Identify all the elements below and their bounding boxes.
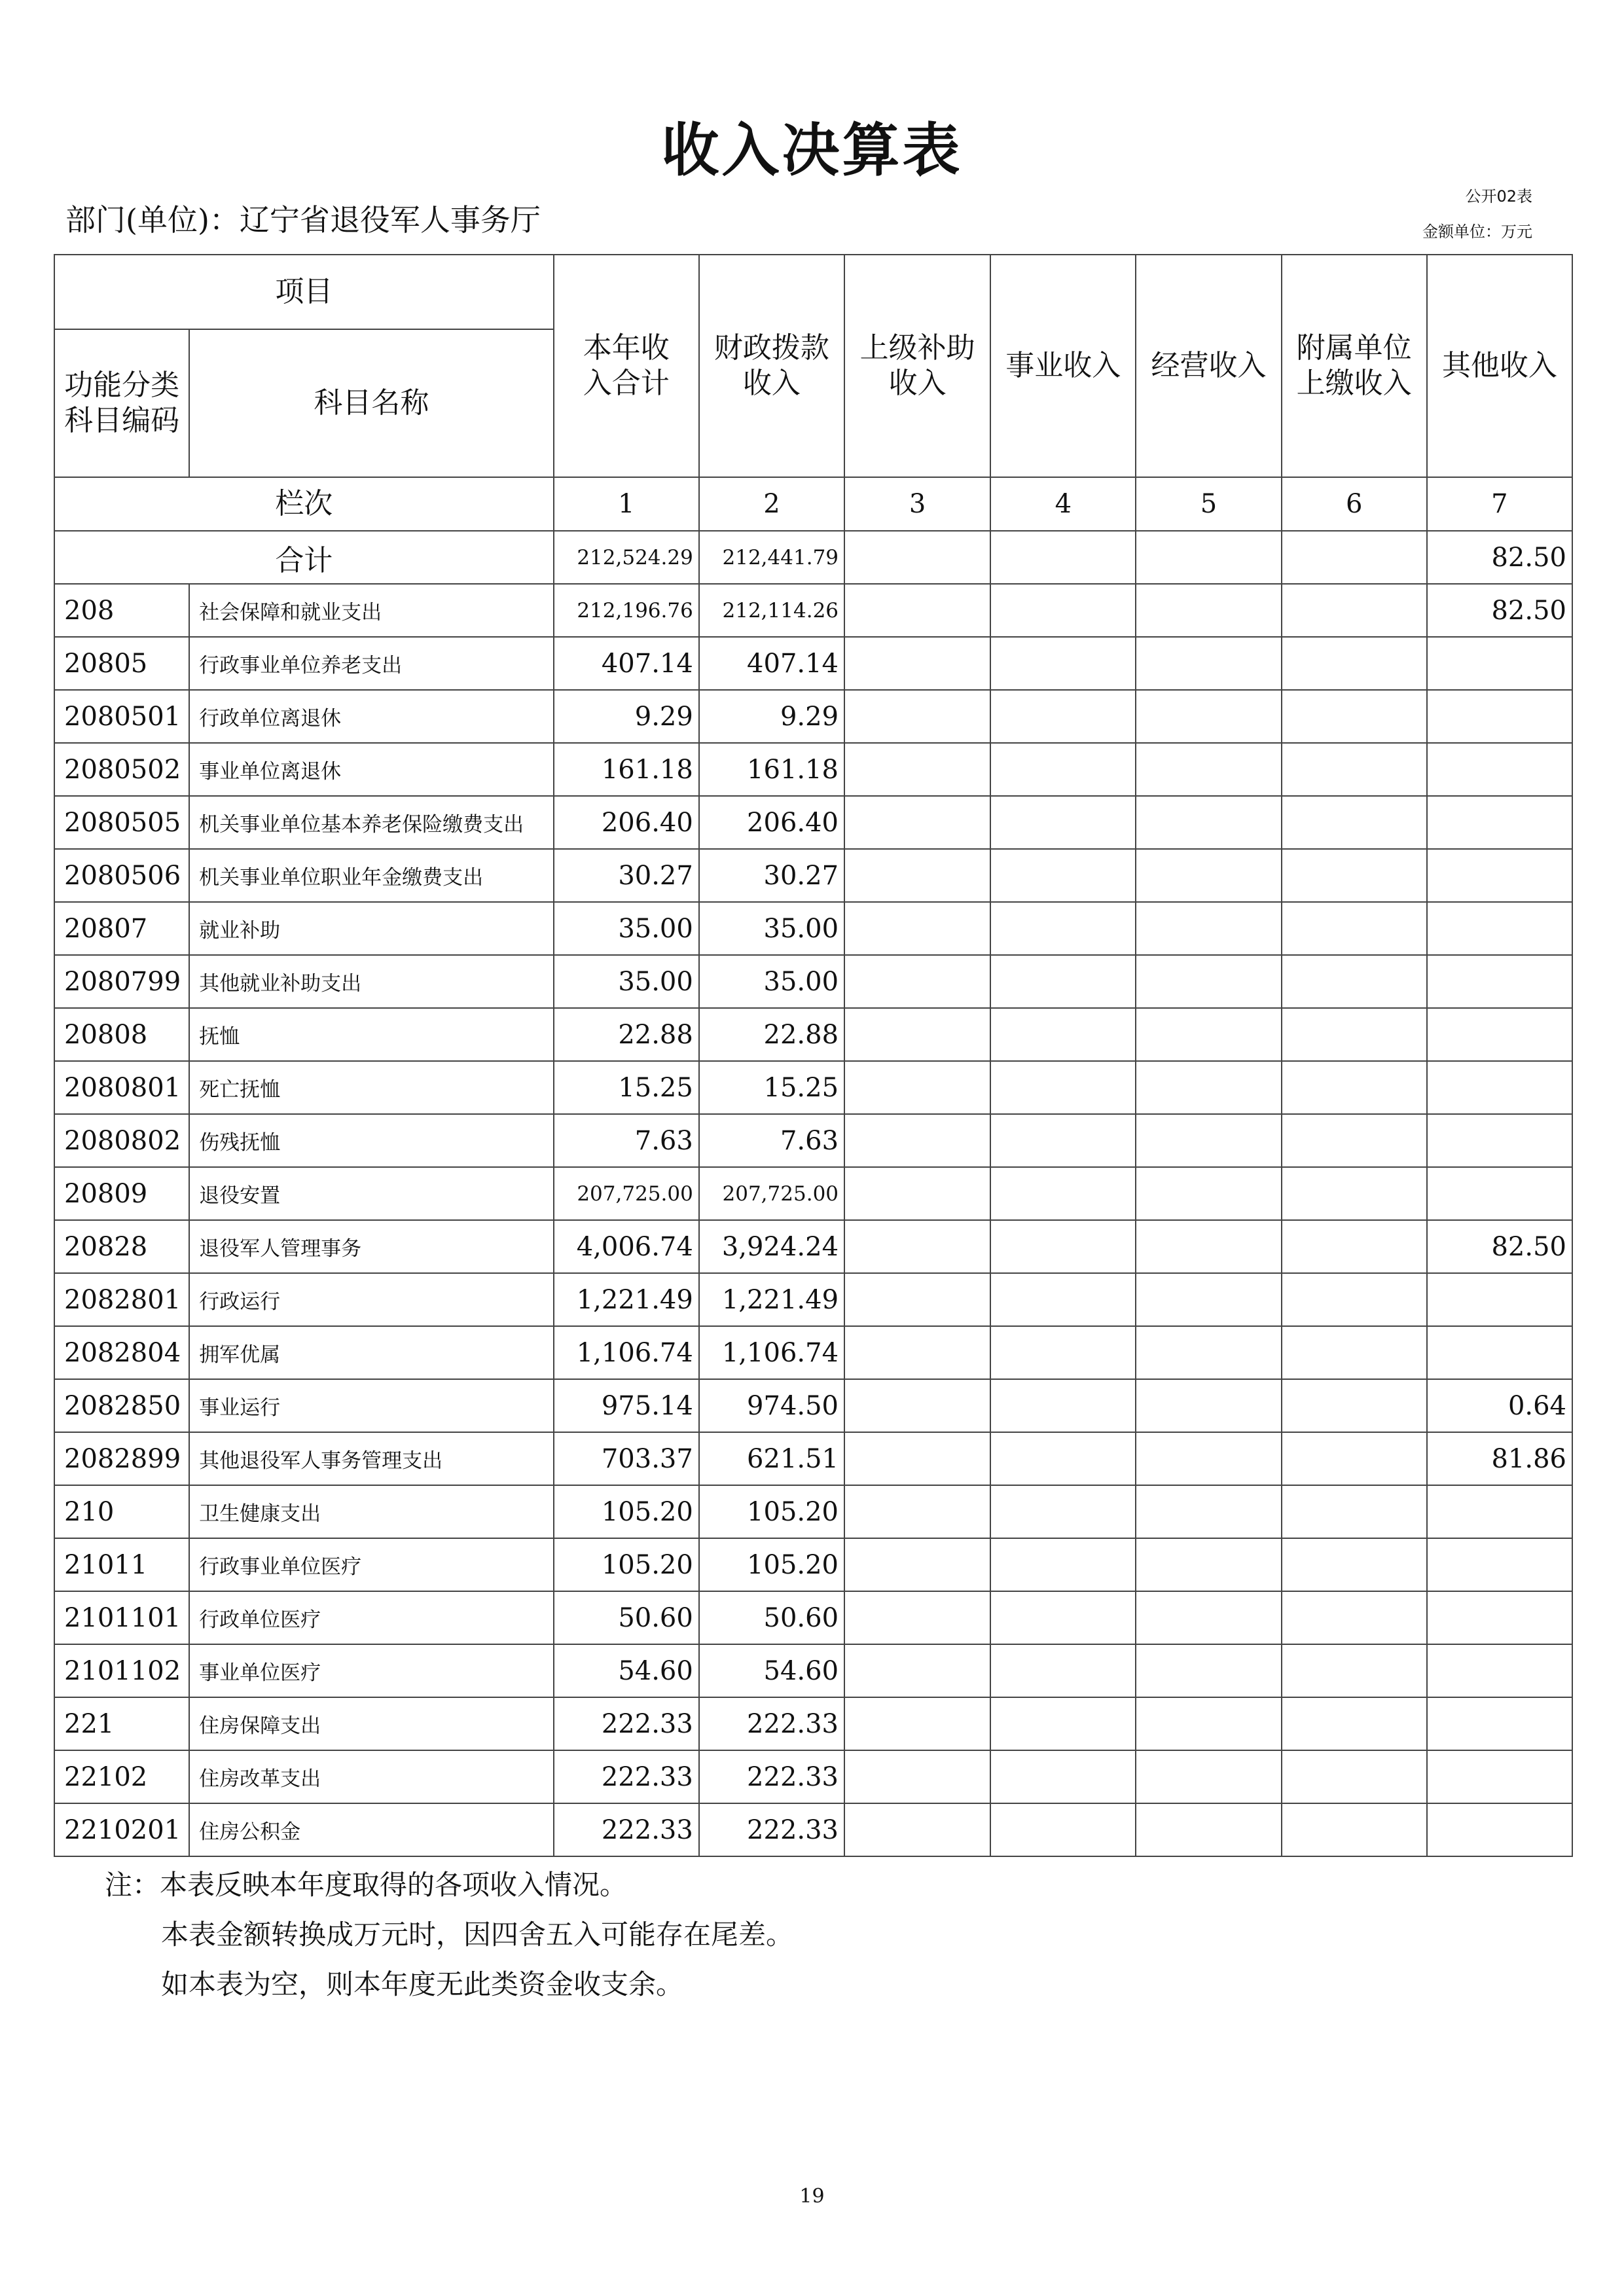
row-c5: [1136, 1591, 1281, 1644]
row-c6: [1282, 1379, 1427, 1432]
row-name: 行政事业单位医疗: [189, 1538, 553, 1591]
row-code: 2082801: [54, 1273, 189, 1326]
row-name: 事业运行: [189, 1379, 553, 1432]
row-c6: [1282, 1220, 1427, 1273]
row-code: 2080802: [54, 1114, 189, 1167]
row-c4: [990, 1167, 1136, 1220]
row-c1: 50.60: [554, 1591, 699, 1644]
row-c2: 22.88: [699, 1008, 844, 1061]
row-c1: 15.25: [554, 1061, 699, 1114]
row-name: 拥军优属: [189, 1326, 553, 1379]
row-c1: 161.18: [554, 743, 699, 796]
table-row: [54, 1644, 1572, 1697]
table-row: [54, 1803, 1572, 1856]
row-c6: [1282, 902, 1427, 955]
row-c1: 105.20: [554, 1485, 699, 1538]
table-row: [54, 1750, 1572, 1803]
row-code: 2080506: [54, 849, 189, 902]
table-row: [54, 1220, 1572, 1273]
row-c7: [1427, 1008, 1572, 1061]
row-c6: [1282, 955, 1427, 1008]
row-c1: 4,006.74: [554, 1220, 699, 1273]
table-row: [54, 1167, 1572, 1220]
table-row: [54, 743, 1572, 796]
row-c7: [1427, 1697, 1572, 1750]
note-line: 注：本表反映本年度取得的各项收入情况。: [105, 1869, 628, 1901]
table-row: [54, 1061, 1572, 1114]
row-c2: 222.33: [699, 1697, 844, 1750]
row-c5: [1136, 1432, 1281, 1485]
row-c7: [1427, 690, 1572, 743]
total-c2: 212,441.79: [699, 531, 844, 584]
row-c4: [990, 1644, 1136, 1697]
row-c2: 206.40: [699, 796, 844, 849]
row-c5: [1136, 1379, 1281, 1432]
row-c2: 105.20: [699, 1538, 844, 1591]
row-c2: 161.18: [699, 743, 844, 796]
row-c3: [844, 1220, 990, 1273]
row-c6: [1282, 1432, 1427, 1485]
row-c1: 703.37: [554, 1432, 699, 1485]
row-c4: [990, 849, 1136, 902]
column-number: 4: [990, 477, 1136, 531]
row-c4: [990, 1432, 1136, 1485]
row-c5: [1136, 1273, 1281, 1326]
row-c7: [1427, 1326, 1572, 1379]
table-row: [54, 849, 1572, 902]
row-c3: [844, 1485, 990, 1538]
row-c4: [990, 1326, 1136, 1379]
table-row: [54, 690, 1572, 743]
header-col6: 附属单位上缴收入: [1282, 255, 1427, 477]
page-title: 收入决算表: [661, 117, 963, 184]
row-c5: [1136, 1008, 1281, 1061]
row-c7: [1427, 1167, 1572, 1220]
row-c5: [1136, 849, 1281, 902]
row-name: 机关事业单位基本养老保险缴费支出: [189, 796, 553, 849]
table-row: [54, 1326, 1572, 1379]
row-c1: 206.40: [554, 796, 699, 849]
row-code: 2080799: [54, 955, 189, 1008]
row-code: 20805: [54, 637, 189, 690]
column-number: 2: [699, 477, 844, 531]
row-c6: [1282, 584, 1427, 637]
row-c7: 82.50: [1427, 584, 1572, 637]
row-c3: [844, 849, 990, 902]
total-c6: [1282, 531, 1427, 584]
row-name: 机关事业单位职业年金缴费支出: [189, 849, 553, 902]
row-c5: [1136, 690, 1281, 743]
row-c5: [1136, 902, 1281, 955]
row-c1: 1,221.49: [554, 1273, 699, 1326]
row-c1: 54.60: [554, 1644, 699, 1697]
total-c3: [844, 531, 990, 584]
row-name: 退役安置: [189, 1167, 553, 1220]
header-name: 科目名称: [189, 329, 553, 477]
row-c5: [1136, 584, 1281, 637]
total-label: 合计: [54, 531, 554, 584]
row-code: 2080505: [54, 796, 189, 849]
header-col2: 财政拨款收入: [699, 255, 844, 477]
row-name: 社会保障和就业支出: [189, 584, 553, 637]
table-row: [54, 637, 1572, 690]
row-name: 行政单位医疗: [189, 1591, 553, 1644]
note-line: 如本表为空，则本年度无此类资金收支余。: [161, 1968, 684, 2000]
row-c1: 222.33: [554, 1697, 699, 1750]
row-c7: 0.64: [1427, 1379, 1572, 1432]
row-c2: 1,106.74: [699, 1326, 844, 1379]
row-c4: [990, 584, 1136, 637]
row-name: 事业单位医疗: [189, 1644, 553, 1697]
row-c3: [844, 1326, 990, 1379]
row-c6: [1282, 1750, 1427, 1803]
row-c5: [1136, 1803, 1281, 1856]
row-c1: 1,106.74: [554, 1326, 699, 1379]
row-c4: [990, 1273, 1136, 1326]
row-c3: [844, 1697, 990, 1750]
header-col7: 其他收入: [1427, 255, 1572, 477]
row-c7: [1427, 1273, 1572, 1326]
row-c2: 222.33: [699, 1750, 844, 1803]
row-c7: [1427, 796, 1572, 849]
table-number: 公开02表: [1465, 187, 1532, 206]
row-code: 2080502: [54, 743, 189, 796]
row-code: 2101102: [54, 1644, 189, 1697]
row-c5: [1136, 1114, 1281, 1167]
row-code: 2082850: [54, 1379, 189, 1432]
row-c6: [1282, 1803, 1427, 1856]
row-c7: [1427, 955, 1572, 1008]
row-name: 退役军人管理事务: [189, 1220, 553, 1273]
row-c5: [1136, 1538, 1281, 1591]
row-c2: 50.60: [699, 1591, 844, 1644]
row-c6: [1282, 849, 1427, 902]
row-c5: [1136, 955, 1281, 1008]
row-c1: 222.33: [554, 1750, 699, 1803]
row-c5: [1136, 1220, 1281, 1273]
table-row: [54, 1697, 1572, 1750]
row-c1: 22.88: [554, 1008, 699, 1061]
row-c6: [1282, 743, 1427, 796]
row-c7: [1427, 1803, 1572, 1856]
page-number: 19: [799, 2185, 825, 2208]
total-c1: 212,524.29: [554, 531, 699, 584]
row-c4: [990, 743, 1136, 796]
row-c5: [1136, 743, 1281, 796]
row-c6: [1282, 1697, 1427, 1750]
row-c3: [844, 1273, 990, 1326]
row-c4: [990, 1538, 1136, 1591]
row-code: 208: [54, 584, 189, 637]
row-c5: [1136, 1644, 1281, 1697]
row-c4: [990, 1591, 1136, 1644]
row-name: 卫生健康支出: [189, 1485, 553, 1538]
table-row: [54, 1485, 1572, 1538]
row-c1: 35.00: [554, 955, 699, 1008]
total-c7: 82.50: [1427, 531, 1572, 584]
row-c3: [844, 902, 990, 955]
row-name: 其他就业补助支出: [189, 955, 553, 1008]
header-col3: 上级补助收入: [844, 255, 990, 477]
row-code: 21011: [54, 1538, 189, 1591]
amount-unit: 金额单位：万元: [1422, 223, 1532, 241]
row-name: 行政事业单位养老支出: [189, 637, 553, 690]
notes: [105, 1860, 793, 2010]
table-row: [54, 1379, 1572, 1432]
row-c4: [990, 1750, 1136, 1803]
row-name: 行政运行: [189, 1273, 553, 1326]
row-code: 2080501: [54, 690, 189, 743]
row-c1: 407.14: [554, 637, 699, 690]
column-number-label: 栏次: [54, 477, 554, 531]
row-c4: [990, 1114, 1136, 1167]
row-c4: [990, 1061, 1136, 1114]
row-c1: 222.33: [554, 1803, 699, 1856]
row-c2: 621.51: [699, 1432, 844, 1485]
row-c1: 35.00: [554, 902, 699, 955]
row-code: 20807: [54, 902, 189, 955]
row-c3: [844, 1750, 990, 1803]
row-c3: [844, 1167, 990, 1220]
row-c2: 212,114.26: [699, 584, 844, 637]
row-c4: [990, 1697, 1136, 1750]
table-row: [54, 1538, 1572, 1591]
row-c3: [844, 1114, 990, 1167]
header-col4: 事业收入: [990, 255, 1136, 477]
row-c2: 407.14: [699, 637, 844, 690]
row-code: 20808: [54, 1008, 189, 1061]
row-name: 事业单位离退休: [189, 743, 553, 796]
table-row: [54, 902, 1572, 955]
row-c1: 975.14: [554, 1379, 699, 1432]
row-c6: [1282, 1485, 1427, 1538]
table-row: [54, 1273, 1572, 1326]
row-c6: [1282, 1008, 1427, 1061]
row-c1: 7.63: [554, 1114, 699, 1167]
row-code: 20828: [54, 1220, 189, 1273]
row-c7: [1427, 1591, 1572, 1644]
row-name: 住房改革支出: [189, 1750, 553, 1803]
row-c2: 105.20: [699, 1485, 844, 1538]
row-c2: 207,725.00: [699, 1167, 844, 1220]
row-c3: [844, 1008, 990, 1061]
row-c2: 54.60: [699, 1644, 844, 1697]
row-c4: [990, 902, 1136, 955]
row-c4: [990, 690, 1136, 743]
column-number: 5: [1136, 477, 1281, 531]
header-item: 项目: [54, 255, 554, 329]
row-c1: 212,196.76: [554, 584, 699, 637]
header-col1: 本年收入合计: [554, 255, 699, 477]
row-c1: 30.27: [554, 849, 699, 902]
row-c7: [1427, 1538, 1572, 1591]
row-c3: [844, 1061, 990, 1114]
row-c3: [844, 1803, 990, 1856]
row-c3: [844, 955, 990, 1008]
row-c5: [1136, 1697, 1281, 1750]
row-c6: [1282, 690, 1427, 743]
row-code: 22102: [54, 1750, 189, 1803]
row-c7: [1427, 849, 1572, 902]
row-c5: [1136, 1167, 1281, 1220]
row-c2: 7.63: [699, 1114, 844, 1167]
row-c2: 35.00: [699, 955, 844, 1008]
row-c6: [1282, 1061, 1427, 1114]
row-name: 住房保障支出: [189, 1697, 553, 1750]
row-c7: [1427, 1750, 1572, 1803]
row-c1: 207,725.00: [554, 1167, 699, 1220]
row-c6: [1282, 1114, 1427, 1167]
total-row: [54, 531, 1572, 584]
table-row: [54, 1114, 1572, 1167]
row-c7: [1427, 1061, 1572, 1114]
table-row: [54, 584, 1572, 637]
row-code: 210: [54, 1485, 189, 1538]
row-c3: [844, 690, 990, 743]
row-c5: [1136, 1750, 1281, 1803]
row-name: 行政单位离退休: [189, 690, 553, 743]
row-c7: [1427, 1485, 1572, 1538]
row-c3: [844, 1432, 990, 1485]
row-c4: [990, 1485, 1136, 1538]
table-row: [54, 796, 1572, 849]
row-c4: [990, 1379, 1136, 1432]
row-c6: [1282, 1167, 1427, 1220]
row-c2: 9.29: [699, 690, 844, 743]
row-name: 死亡抚恤: [189, 1061, 553, 1114]
row-c7: [1427, 743, 1572, 796]
row-c3: [844, 1538, 990, 1591]
row-c6: [1282, 1591, 1427, 1644]
row-code: 221: [54, 1697, 189, 1750]
row-c6: [1282, 796, 1427, 849]
row-name: 抚恤: [189, 1008, 553, 1061]
table-row: [54, 1591, 1572, 1644]
row-c5: [1136, 1061, 1281, 1114]
row-c1: 9.29: [554, 690, 699, 743]
row-c4: [990, 796, 1136, 849]
column-number: 3: [844, 477, 990, 531]
row-c2: 15.25: [699, 1061, 844, 1114]
row-c7: [1427, 1644, 1572, 1697]
row-c2: 35.00: [699, 902, 844, 955]
row-c6: [1282, 1538, 1427, 1591]
table-row: [54, 955, 1572, 1008]
row-c7: 81.86: [1427, 1432, 1572, 1485]
row-c6: [1282, 1644, 1427, 1697]
row-c7: [1427, 1114, 1572, 1167]
row-c7: [1427, 902, 1572, 955]
row-c6: [1282, 1326, 1427, 1379]
department-label: 部门(单位)：辽宁省退役军人事务厅: [65, 202, 541, 238]
row-code: 2082899: [54, 1432, 189, 1485]
row-code: 2210201: [54, 1803, 189, 1856]
row-c3: [844, 1379, 990, 1432]
total-c4: [990, 531, 1136, 584]
row-c7: 82.50: [1427, 1220, 1572, 1273]
row-name: 伤残抚恤: [189, 1114, 553, 1167]
row-c3: [844, 796, 990, 849]
row-c5: [1136, 1326, 1281, 1379]
row-c7: [1427, 637, 1572, 690]
column-number: 6: [1282, 477, 1427, 531]
row-c4: [990, 955, 1136, 1008]
row-name: 住房公积金: [189, 1803, 553, 1856]
row-c2: 1,221.49: [699, 1273, 844, 1326]
row-c4: [990, 1008, 1136, 1061]
row-c6: [1282, 1273, 1427, 1326]
row-c3: [844, 584, 990, 637]
column-number: 7: [1427, 477, 1572, 531]
row-c2: 974.50: [699, 1379, 844, 1432]
row-name: 就业补助: [189, 902, 553, 955]
header-code: 功能分类科目编码: [54, 329, 189, 477]
row-c2: 222.33: [699, 1803, 844, 1856]
row-c3: [844, 1644, 990, 1697]
row-c4: [990, 1220, 1136, 1273]
row-c3: [844, 1591, 990, 1644]
income-table: [54, 254, 1573, 1857]
row-c6: [1282, 637, 1427, 690]
row-c4: [990, 637, 1136, 690]
row-c4: [990, 1803, 1136, 1856]
column-number: 1: [554, 477, 699, 531]
row-code: 2082804: [54, 1326, 189, 1379]
total-c5: [1136, 531, 1281, 584]
row-c5: [1136, 796, 1281, 849]
row-c5: [1136, 1485, 1281, 1538]
row-c3: [844, 637, 990, 690]
row-c2: 30.27: [699, 849, 844, 902]
row-code: 2101101: [54, 1591, 189, 1644]
note-line: 本表金额转换成万元时，因四舍五入可能存在尾差。: [161, 1919, 794, 1951]
row-c1: 105.20: [554, 1538, 699, 1591]
row-name: 其他退役军人事务管理支出: [189, 1432, 553, 1485]
header-col5: 经营收入: [1136, 255, 1281, 477]
row-c5: [1136, 637, 1281, 690]
row-c2: 3,924.24: [699, 1220, 844, 1273]
table-row: [54, 1432, 1572, 1485]
row-c3: [844, 743, 990, 796]
row-code: 2080801: [54, 1061, 189, 1114]
table-row: [54, 1008, 1572, 1061]
row-code: 20809: [54, 1167, 189, 1220]
